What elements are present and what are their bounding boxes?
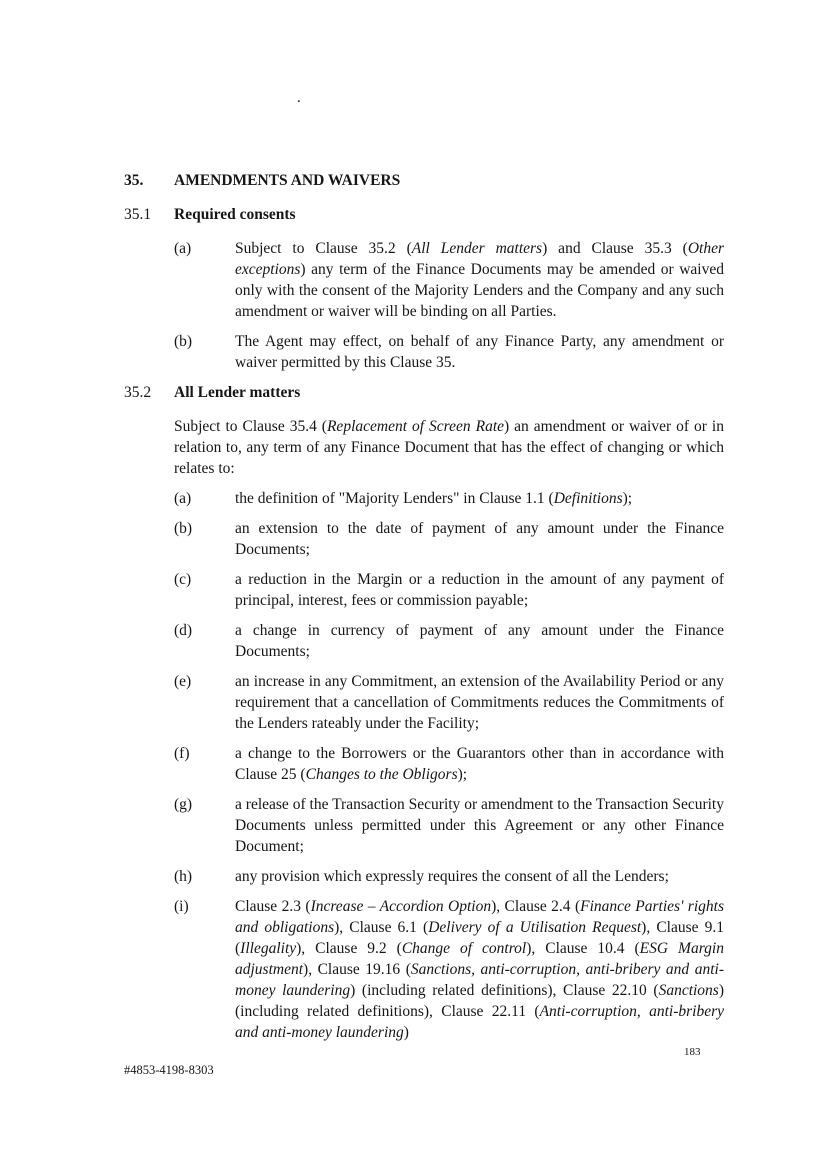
item-label: (h) [174,868,193,885]
item-label: (e) [174,673,192,690]
item-text: Clause 2.3 (Increase – Accordion Option), Clause 2.4 (Finance Parties' rights and obligations), Clause 6.1 (Delivery of a Utilisation Request), Clause 9.1 (Illegality), Clause 9.2 (Change of control), Clause 10.4 (ESG Margin adjustment), Clause 19.16 (Sanctions, anti-corruption, anti-bribery and anti-money laundering) (including related definitions), Clause 22.10 (Sanctions) (including related definitions), Clause 22.11 (Anti-corruption, anti-bribery and anti-money laundering) [235,898,725,1041]
list-item [174,620,724,662]
item-text: Subject to Clause 35.2 (All Lender matters) and Clause 35.3 (Other exceptions) any term of the Finance Documents may be amended or waived only with the consent of the Majority Lenders and the Company and any such amendment or waiver will be binding on all Parties. [235,240,724,320]
list-item [174,331,724,373]
item-label: (b) [174,333,193,350]
stray-period-mark: . [297,90,301,106]
subsection-number: 35.2 [124,384,152,401]
subsection-heading [124,382,724,403]
item-text: a release of the Transaction Security or amendment to the Transaction Security Documents unless permitted under this Agreement or any other Finance Document; [235,796,724,855]
list-item [174,896,724,1043]
item-label: (f) [174,745,190,762]
list-item [174,569,724,611]
item-label: (d) [174,622,193,639]
item-text: a reduction in the Margin or a reduction in the amount of any payment of principal, interest, fees or commission payable; [235,571,724,609]
item-label: (b) [174,520,193,537]
list-item [174,518,724,560]
item-text: an increase in any Commitment, an extension of the Availability Period or any requirement that a cancellation of Commitments reduces the Commitments of the Lenders rateably under the Facility; [235,673,724,732]
subsection-heading [124,204,724,225]
page-number: 183 [684,1046,701,1058]
list-item [174,671,724,734]
item-text: The Agent may effect, on behalf of any Finance Party, any amendment or waiver permitted by this Clause 35. [235,333,724,371]
section-number: 35. [124,172,144,189]
item-text: a change to the Borrowers or the Guarantors other than in accordance with Clause 25 (Changes to the Obligors); [235,745,724,783]
subsection-number: 35.1 [124,206,152,223]
list-item [174,488,724,509]
list-item [174,794,724,857]
item-label: (c) [174,571,192,588]
subsection [124,204,724,373]
item-label: (i) [174,898,189,915]
item-label: (a) [174,240,192,257]
item-text: a change in currency of payment of any amount under the Finance Documents; [235,622,724,660]
list-item [174,866,724,887]
item-text: any provision which expressly requires the consent of all the Lenders; [235,868,669,885]
section-heading [124,170,724,191]
subsection-body [174,416,724,1043]
item-label: (g) [174,796,193,813]
subsection-title: Required consents [174,206,296,223]
subsection-body [174,238,724,373]
item-text: an extension to the date of payment of any amount under the Finance Documents; [235,520,724,558]
list-item [174,238,724,322]
item-text: the definition of "Majority Lenders" in Clause 1.1 (Definitions); [235,490,633,507]
section-title: AMENDMENTS AND WAIVERS [174,172,401,189]
subsection-title: All Lender matters [174,384,301,401]
document-reference: #4853-4198-8303 [124,1063,214,1077]
subsection [124,382,724,1043]
item-label: (a) [174,490,192,507]
list-item [174,743,724,785]
intro-paragraph: Subject to Clause 35.4 (Replacement of Screen Rate) an amendment or waiver of or in relation to, any term of any Finance Document that has the effect of changing or which relates to: [174,418,724,477]
